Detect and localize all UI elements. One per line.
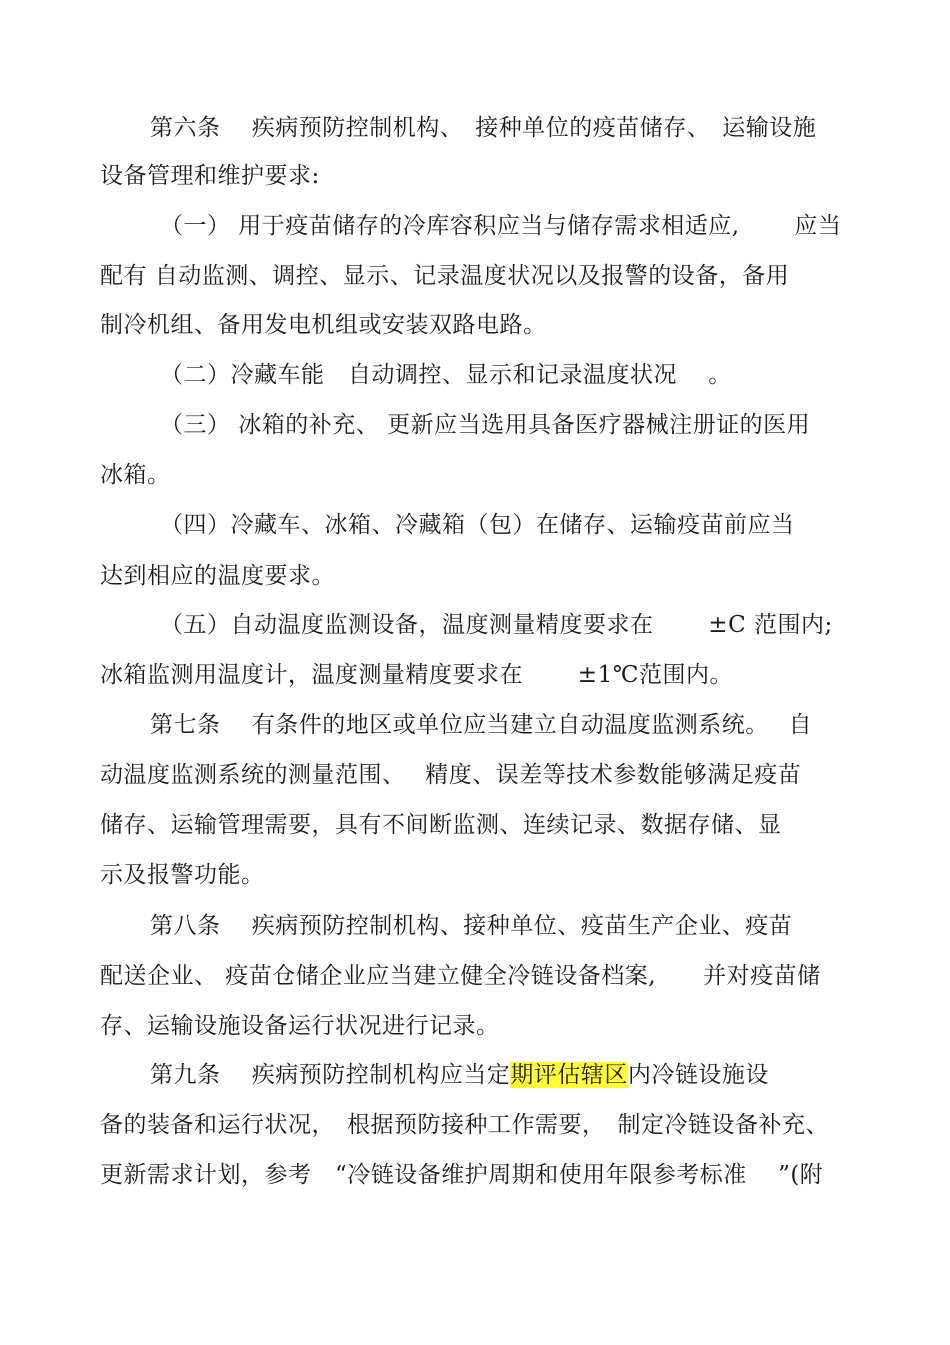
text-line-highlighted (150, 1060, 769, 1090)
text-line: 制冷机组、备用发电机组或安装双路电路。 (100, 312, 547, 338)
text-line: （一） 用于疫苗储存的冷库容积应当与储存需求相适应, 应当 (160, 213, 842, 239)
highlighted-text: 期评估辖区 (510, 1062, 628, 1088)
text-line: 第八条 疾病预防控制机构、接种单位、疫苗生产企业、疫苗 (150, 913, 793, 939)
line-text-before: 第九条 疾病预防控制机构应当定 (150, 1062, 511, 1088)
text-line: （三） 冰箱的补充、 更新应当选用具备医疗器械注册证的医用 (160, 412, 811, 438)
text-line: （五）自动温度监测设备，温度测量精度要求在 ±C 范围内; (160, 612, 833, 638)
text-line: 第七条 有条件的地区或单位应当建立自动温度监测系统。 自 (150, 712, 813, 738)
text-line: 配有 自动监测、调控、显示、记录温度状况以及报警的设备，备用 (100, 263, 790, 289)
line-text-after: 内冷链设施设 (627, 1062, 769, 1088)
text-line: 更新需求计划，参考 “冷链设备维护周期和使用年限参考标准 ”(附 (100, 1162, 824, 1188)
text-line: 设备管理和维护要求: (100, 163, 320, 189)
text-line: 示及报警功能。 (100, 862, 265, 888)
text-line: 配送企业、 疫苗仓储企业应当建立健全冷链设备档案, 并对疫苗储 (100, 963, 821, 989)
text-line: 达到相应的温度要求。 (100, 563, 335, 589)
text-line: 存、运输设施设备运行状况进行记录。 (100, 1013, 500, 1039)
text-line: 冰箱监测用温度计，温度测量精度要求在 ±1℃范围内。 (100, 662, 733, 688)
text-line: （二）冷藏车能 自动调控、显示和记录温度状况 。 (160, 362, 732, 388)
text-line: 动温度监测系统的测量范围、 精度、误差等技术参数能够满足疫苗 (100, 762, 802, 788)
text-line: 储存、运输管理需要，具有不间断监测、连续记录、数据存储、显 (100, 812, 782, 838)
text-line: （四）冷藏车、冰箱、冷藏箱（包）在储存、运输疫苗前应当 (160, 512, 795, 538)
text-line: 冰箱。 (100, 462, 171, 488)
text-line: 备的装备和运行状况， 根据预防接种工作需要， 制定冷链设备补充、 (100, 1112, 829, 1138)
text-line: 第六条 疾病预防控制机构、 接种单位的疫苗储存、 运输设施 (150, 115, 817, 141)
